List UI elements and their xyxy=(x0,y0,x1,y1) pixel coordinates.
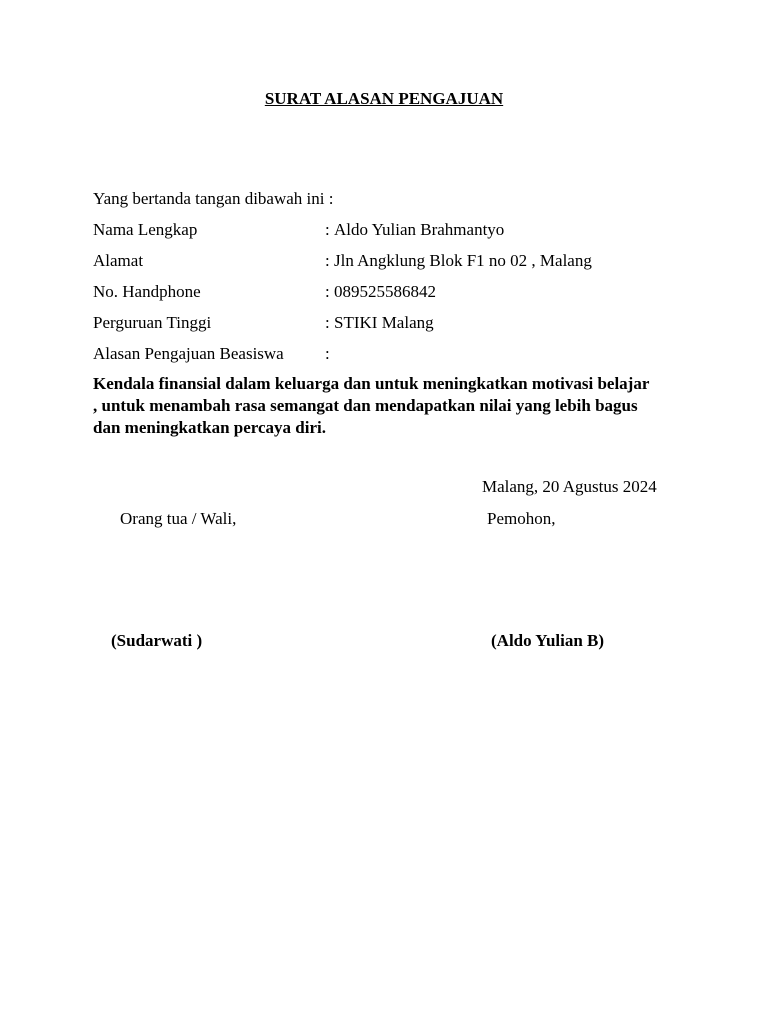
field-label: Alasan Pengajuan Beasiswa xyxy=(93,344,284,363)
field-label: No. Handphone xyxy=(93,282,201,301)
signature-name-guardian: (Sudarwati ) xyxy=(111,631,203,650)
intro-text: Yang bertanda tangan dibawah ini : xyxy=(93,189,334,208)
field-label: Perguruan Tinggi xyxy=(93,313,212,332)
field-value: Aldo Yulian Brahmantyo xyxy=(334,220,505,239)
field-row-alasan-pengajuan xyxy=(93,344,693,366)
field-label: Alamat xyxy=(93,251,144,270)
signature-label-applicant: Pemohon, xyxy=(487,509,556,528)
field-row-alamat xyxy=(93,251,693,273)
field-separator: : xyxy=(325,251,330,270)
signature-label-guardian: Orang tua / Wali, xyxy=(120,509,237,528)
field-separator: : xyxy=(325,313,330,332)
field-separator: : xyxy=(325,344,330,363)
field-row-perguruan-tinggi xyxy=(93,313,693,335)
field-value: 089525586842 xyxy=(334,282,436,301)
field-separator: : xyxy=(325,220,330,239)
field-value: STIKI Malang xyxy=(334,313,434,332)
field-separator: : xyxy=(325,282,330,301)
signature-name-applicant: (Aldo Yulian B) xyxy=(491,631,605,650)
field-value: Jln Angklung Blok F1 no 02 , Malang xyxy=(334,251,592,270)
field-row-nama-lengkap xyxy=(93,220,693,242)
field-label: Nama Lengkap xyxy=(93,220,198,239)
field-row-no-handphone xyxy=(93,282,693,304)
document-title: SURAT ALASAN PENGAJUAN xyxy=(264,89,504,108)
place-date: Malang, 20 Agustus 2024 xyxy=(482,477,657,496)
reason-paragraph: Kendala finansial dalam keluarga dan untuk meningkatkan motivasi belajar , untuk menambah rasa semangat dan mendapatkan nilai yang lebih bagus dan meningkatkan percaya diri. xyxy=(93,374,650,437)
